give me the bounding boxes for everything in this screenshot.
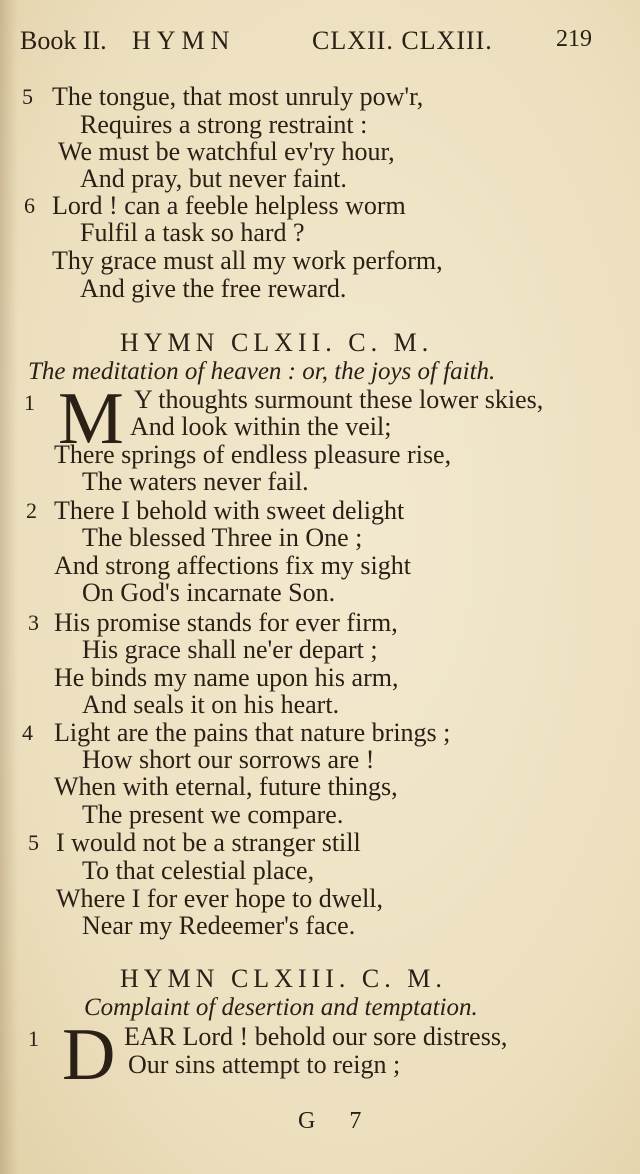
verse-line: Where I for ever hope to dwell, xyxy=(56,884,384,913)
verse-line: The waters never fail. xyxy=(82,467,309,496)
verse-number: 5 xyxy=(28,830,39,855)
verse-line: And seals it on his heart. xyxy=(82,690,340,719)
verse-line: And look within the veil; xyxy=(130,412,392,441)
verse-line: The blessed Three in One ; xyxy=(82,523,363,552)
page-number: 219 xyxy=(556,26,592,52)
hymn-subtitle: The meditation of heaven : or, the joys of faith. xyxy=(28,358,496,385)
verse-line: The present we compare. xyxy=(82,800,344,829)
verse-line: He binds my name upon his arm, xyxy=(54,663,399,692)
verse-line: Requires a strong restraint : xyxy=(80,110,368,139)
verse-line: There springs of endless pleasure rise, xyxy=(54,440,452,469)
drop-cap: D xyxy=(62,1014,116,1096)
running-head-title: HYMN xyxy=(132,26,236,55)
verse-line: We must be watchful ev'ry hour, xyxy=(58,137,395,166)
running-head-numbers: CLXII. CLXIII. xyxy=(312,26,493,55)
verse-line: His promise stands for ever firm, xyxy=(54,608,398,637)
hymn-subtitle: Complaint of desertion and temptation. xyxy=(84,994,478,1021)
verse-line: I would not be a stranger still xyxy=(56,828,361,857)
printer-signature: G 7 xyxy=(298,1108,376,1134)
verse-line: Our sins attempt to reign ; xyxy=(128,1050,401,1079)
hymn-heading: HYMN CLXII. C. M. xyxy=(120,328,434,357)
verse-number: 2 xyxy=(26,498,37,523)
verse-line: And pray, but never faint. xyxy=(80,164,347,193)
verse-line: EAR Lord ! behold our sore distress, xyxy=(124,1022,508,1051)
verse-number: 6 xyxy=(24,193,35,218)
verse-line: Light are the pains that nature brings ; xyxy=(54,718,451,747)
verse-line: His grace shall ne'er depart ; xyxy=(82,635,378,664)
verse-number: 3 xyxy=(28,610,39,635)
verse-line: To that celestial place, xyxy=(82,856,315,885)
verse-line: On God's incarnate Son. xyxy=(82,578,336,607)
verse-line: When with eternal, future things, xyxy=(54,772,398,801)
verse-line: Y thoughts surmount these lower skies, xyxy=(134,385,544,414)
verse-number: 4 xyxy=(22,720,33,745)
binding-shadow xyxy=(0,0,18,1174)
verse-line: And strong affections fix my sight xyxy=(54,551,411,580)
verse-line: The tongue, that most unruly pow'r, xyxy=(52,82,424,111)
drop-cap: M xyxy=(58,378,124,460)
verse-line: How short our sorrows are ! xyxy=(82,745,375,774)
verse-line: Near my Redeemer's face. xyxy=(82,911,356,940)
verse-number: 1 xyxy=(28,1026,39,1051)
verse-line: And give the free reward. xyxy=(80,274,347,303)
verse-line: Thy grace must all my work perform, xyxy=(52,246,443,275)
verse-number: 5 xyxy=(22,84,33,109)
verse-line: Lord ! can a feeble helpless worm xyxy=(52,191,406,220)
verse-number: 1 xyxy=(24,390,35,415)
hymn-heading: HYMN CLXIII. C. M. xyxy=(120,964,447,993)
verse-line: There I behold with sweet delight xyxy=(54,496,405,525)
running-head xyxy=(20,26,592,60)
verse-line: Fulfil a task so hard ? xyxy=(80,218,305,247)
running-head-book: Book II. xyxy=(20,26,107,55)
